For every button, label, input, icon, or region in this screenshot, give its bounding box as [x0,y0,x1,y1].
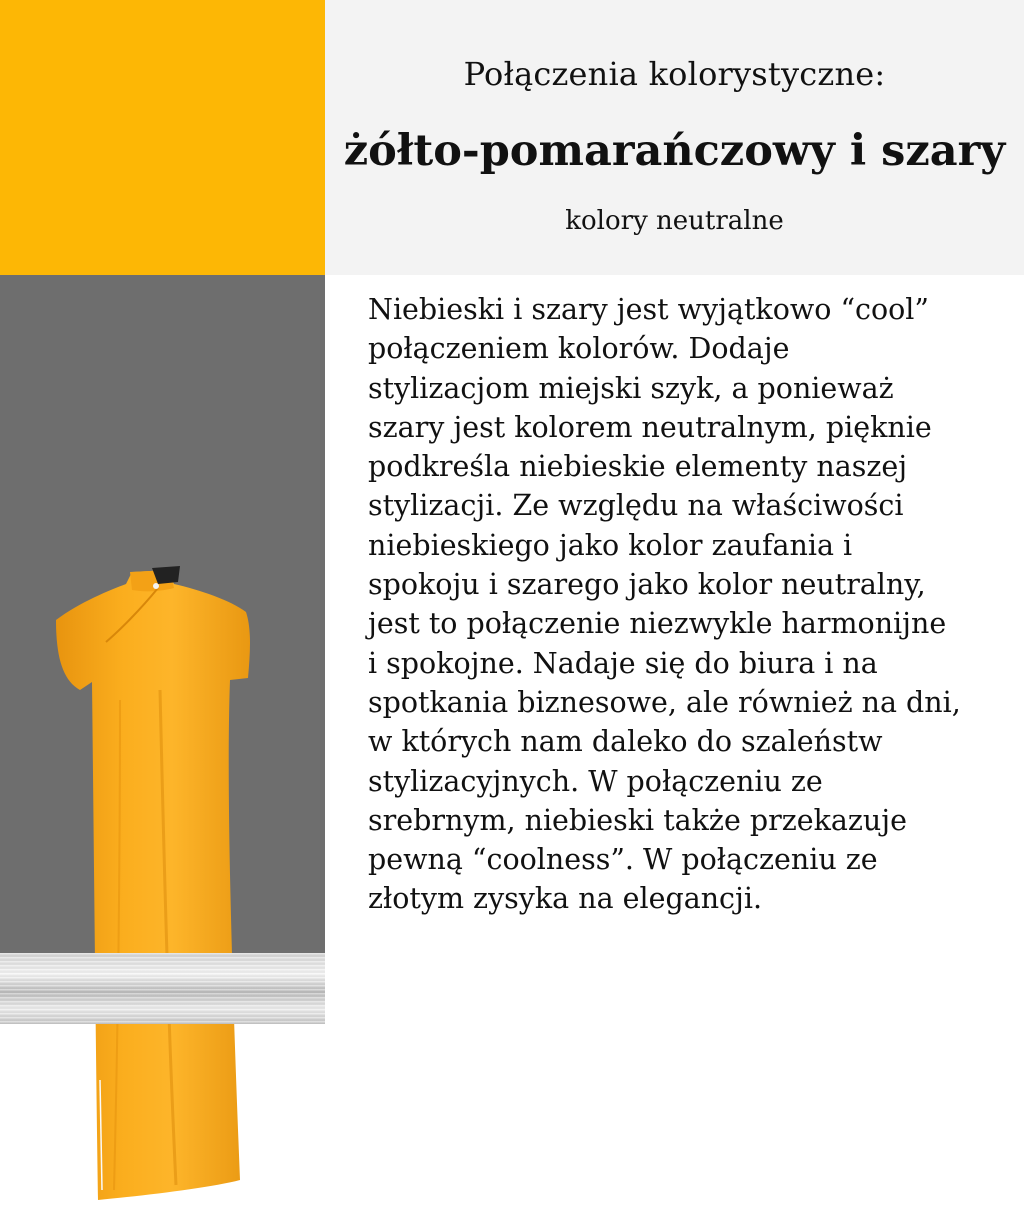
body-paragraph: Niebieski i szary jest wyjątkowo “cool” połączeniem kolorów. Dodaje stylizacjom miejski szyk, a ponieważ szary jest kolorem neutralnym, pięknie podkreśla niebieskie elementy naszej stylizacji. Ze względu na właściwości niebieskiego jako kolor zaufania i spokoju i szarego jako kolor neutralny, jest to połączenie niezwykle harmonijne i spokojne. Nadaje się do biura i na spotkania biznesowe, ale również na dni, w których nam daleko do szaleństw stylizacyjnych. W połączeniu ze srebrnym, niebieski także przekazuje pewną “coolness”. W połączeniu ze złotym zysyka na elegancji. [368,293,961,916]
silver-color-swatch [0,953,325,1024]
yellow-color-swatch [0,0,325,275]
header-panel [325,0,1024,275]
silver-texture [0,953,325,1024]
header-caption: kolory neutralne [565,206,784,236]
gray-color-swatch [0,275,325,953]
page-title: żółto-pomarańczowy i szary [343,126,1006,176]
header-subtitle: Połączenia kolorystyczne: [463,55,886,93]
dress-image [40,560,270,1210]
